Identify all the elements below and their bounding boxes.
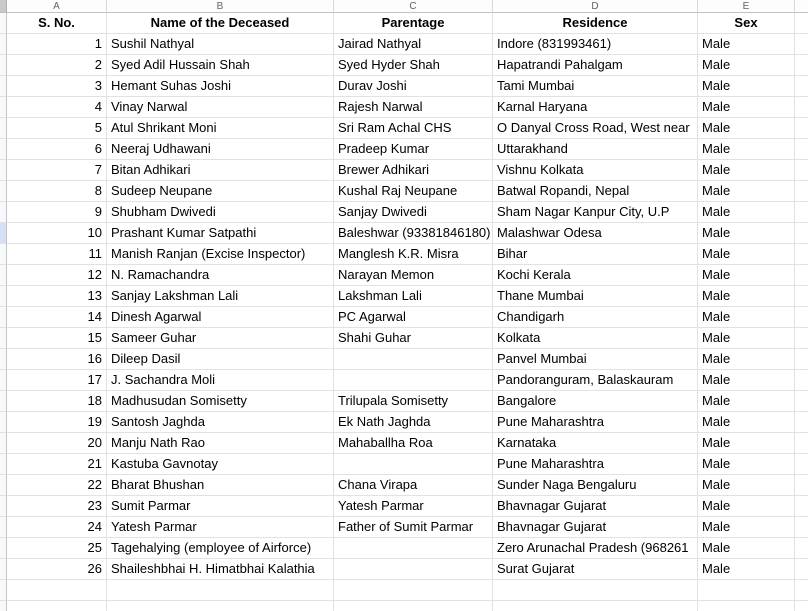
cell-E16[interactable]: Male: [698, 328, 795, 349]
row-header[interactable]: [0, 55, 7, 76]
cell-C26[interactable]: [334, 538, 493, 559]
header-cell-parentage[interactable]: Parentage: [334, 13, 493, 34]
cell-E8[interactable]: Male: [698, 160, 795, 181]
cell-partial[interactable]: [795, 349, 808, 370]
cell-B15[interactable]: Dinesh Agarwal: [107, 307, 334, 328]
cell-C11[interactable]: Baleshwar (93381846180): [334, 223, 493, 244]
cell-B10[interactable]: Shubham Dwivedi: [107, 202, 334, 223]
cell-C24[interactable]: Yatesh Parmar: [334, 496, 493, 517]
cell-partial[interactable]: [795, 181, 808, 202]
cell-partial[interactable]: [795, 538, 808, 559]
column-header-B[interactable]: B: [107, 0, 334, 13]
table-row: [0, 538, 808, 559]
cell-partial[interactable]: [795, 118, 808, 139]
cell-D15[interactable]: Chandigarh: [493, 307, 698, 328]
empty-cell[interactable]: [698, 580, 795, 601]
cell-A27[interactable]: 26: [7, 559, 107, 580]
cell-D7[interactable]: Uttarakhand: [493, 139, 698, 160]
row-header[interactable]: [0, 97, 7, 118]
table-row: [0, 202, 808, 223]
cell-D9[interactable]: Batwal Ropandi, Nepal: [493, 181, 698, 202]
cell-B9[interactable]: Sudeep Neupane: [107, 181, 334, 202]
cell-D2[interactable]: Indore (831993461): [493, 34, 698, 55]
cell-B19[interactable]: Madhusudan Somisetty: [107, 391, 334, 412]
row-header[interactable]: [0, 265, 7, 286]
row-header[interactable]: [0, 412, 7, 433]
column-header-C[interactable]: C: [334, 0, 493, 13]
cell-C13[interactable]: Narayan Memon: [334, 265, 493, 286]
column-header-A[interactable]: A: [7, 0, 107, 13]
table-row: [0, 265, 808, 286]
table-row: [0, 433, 808, 454]
row-header[interactable]: [0, 139, 7, 160]
table-row: [0, 223, 808, 244]
cell-A3[interactable]: 2: [7, 55, 107, 76]
table-row: [0, 559, 808, 580]
empty-cell[interactable]: [493, 580, 698, 601]
empty-cell[interactable]: [7, 580, 107, 601]
cell-E11[interactable]: Male: [698, 223, 795, 244]
cell-E17[interactable]: Male: [698, 349, 795, 370]
cell-B26[interactable]: Tagehalying (employee of Airforce): [107, 538, 334, 559]
cell-A13[interactable]: 12: [7, 265, 107, 286]
cell-partial[interactable]: [795, 475, 808, 496]
cell-C17[interactable]: [334, 349, 493, 370]
cell-D6[interactable]: O Danyal Cross Road, West near: [493, 118, 698, 139]
cell-D12[interactable]: Bihar: [493, 244, 698, 265]
cell-D10[interactable]: Sham Nagar Kanpur City, U.P: [493, 202, 698, 223]
cell-E25[interactable]: Male: [698, 517, 795, 538]
cell-A7[interactable]: 6: [7, 139, 107, 160]
table-row: [0, 307, 808, 328]
row-header[interactable]: [0, 286, 7, 307]
row-header-selected[interactable]: [0, 223, 7, 244]
cell-C25[interactable]: Father of Sumit Parmar: [334, 517, 493, 538]
cell-C3[interactable]: Syed Hyder Shah: [334, 55, 493, 76]
table-row: [0, 370, 808, 391]
cell-B27[interactable]: Shaileshbhai H. Himatbhai Kalathia: [107, 559, 334, 580]
cell-partial[interactable]: [795, 412, 808, 433]
cell-E20[interactable]: Male: [698, 412, 795, 433]
cell-partial[interactable]: [795, 97, 808, 118]
cell-A11[interactable]: 10: [7, 223, 107, 244]
row-header[interactable]: [0, 349, 7, 370]
cell-partial[interactable]: [795, 34, 808, 55]
table-row: [0, 454, 808, 475]
cell-A10[interactable]: 9: [7, 202, 107, 223]
cell-C10[interactable]: Sanjay Dwivedi: [334, 202, 493, 223]
table-row: [0, 118, 808, 139]
table-row: [0, 55, 808, 76]
cell-partial[interactable]: [795, 244, 808, 265]
cell-B13[interactable]: N. Ramachandra: [107, 265, 334, 286]
cell-E27[interactable]: Male: [698, 559, 795, 580]
cell-E14[interactable]: Male: [698, 286, 795, 307]
cell-E2[interactable]: Male: [698, 34, 795, 55]
cell-B18[interactable]: J. Sachandra Moli: [107, 370, 334, 391]
row-header[interactable]: [0, 517, 7, 538]
cell-B2[interactable]: Sushil Nathyal: [107, 34, 334, 55]
cell-A23[interactable]: 22: [7, 475, 107, 496]
cell-E15[interactable]: Male: [698, 307, 795, 328]
cell-partial[interactable]: [795, 433, 808, 454]
table-row: [0, 76, 808, 97]
cell-D18[interactable]: Pandoranguram, Balaskauram: [493, 370, 698, 391]
cell-B5[interactable]: Vinay Narwal: [107, 97, 334, 118]
table-row: [0, 181, 808, 202]
table-row: [0, 475, 808, 496]
cell-B8[interactable]: Bitan Adhikari: [107, 160, 334, 181]
cell-A14[interactable]: 13: [7, 286, 107, 307]
cell-C16[interactable]: Shahi Guhar: [334, 328, 493, 349]
cell-E10[interactable]: Male: [698, 202, 795, 223]
empty-cell[interactable]: [7, 601, 107, 611]
header-cell-sex[interactable]: Sex: [698, 13, 795, 34]
cell-D24[interactable]: Bhavnagar Gujarat: [493, 496, 698, 517]
cell-partial[interactable]: [795, 223, 808, 244]
table-row: [0, 412, 808, 433]
table-row: [0, 496, 808, 517]
cell-partial[interactable]: [795, 307, 808, 328]
cell-C20[interactable]: Ek Nath Jaghda: [334, 412, 493, 433]
cell-D14[interactable]: Thane Mumbai: [493, 286, 698, 307]
header-row: [0, 13, 808, 34]
empty-cell[interactable]: [107, 580, 334, 601]
cell-A6[interactable]: 5: [7, 118, 107, 139]
cell-D27[interactable]: Surat Gujarat: [493, 559, 698, 580]
row-header[interactable]: [0, 433, 7, 454]
cell-E4[interactable]: Male: [698, 76, 795, 97]
row-header[interactable]: [0, 118, 7, 139]
row-header[interactable]: [0, 496, 7, 517]
row-header[interactable]: [0, 13, 7, 34]
cell-D23[interactable]: Sunder Naga Bengaluru: [493, 475, 698, 496]
cell-E12[interactable]: Male: [698, 244, 795, 265]
cell-C14[interactable]: Lakshman Lali: [334, 286, 493, 307]
cell-C27[interactable]: [334, 559, 493, 580]
cell-D19[interactable]: Bangalore: [493, 391, 698, 412]
empty-row: [0, 580, 808, 601]
cell-A21[interactable]: 20: [7, 433, 107, 454]
cell-E13[interactable]: Male: [698, 265, 795, 286]
cell-A16[interactable]: 15: [7, 328, 107, 349]
row-header[interactable]: [0, 475, 7, 496]
cell-D26[interactable]: Zero Arunachal Pradesh (968261: [493, 538, 698, 559]
cell-E5[interactable]: Male: [698, 97, 795, 118]
cell-D8[interactable]: Vishnu Kolkata: [493, 160, 698, 181]
table-row: [0, 244, 808, 265]
cell-D4[interactable]: Tami Mumbai: [493, 76, 698, 97]
empty-cell[interactable]: [334, 601, 493, 611]
cell-partial[interactable]: [795, 139, 808, 160]
cell-B21[interactable]: Manju Nath Rao: [107, 433, 334, 454]
cell-A2[interactable]: 1: [7, 34, 107, 55]
empty-row: [0, 601, 808, 611]
cell-A8[interactable]: 7: [7, 160, 107, 181]
cell-E22[interactable]: Male: [698, 454, 795, 475]
select-all-corner[interactable]: [0, 0, 7, 13]
cell-A5[interactable]: 4: [7, 97, 107, 118]
cell-C15[interactable]: PC Agarwal: [334, 307, 493, 328]
cell-C19[interactable]: Trilupala Somisetty: [334, 391, 493, 412]
cell-partial[interactable]: [795, 76, 808, 97]
cell-partial[interactable]: [795, 328, 808, 349]
column-header-D[interactable]: D: [493, 0, 698, 13]
header-cell-residence[interactable]: Residence: [493, 13, 698, 34]
row-header[interactable]: [0, 202, 7, 223]
table-row: [0, 391, 808, 412]
row-header[interactable]: [0, 328, 7, 349]
cell-B24[interactable]: Sumit Parmar: [107, 496, 334, 517]
table-row: [0, 160, 808, 181]
cell-A17[interactable]: 16: [7, 349, 107, 370]
row-header[interactable]: [0, 538, 7, 559]
cell-A24[interactable]: 23: [7, 496, 107, 517]
cell-partial[interactable]: [795, 160, 808, 181]
cell-E24[interactable]: Male: [698, 496, 795, 517]
cell-E21[interactable]: Male: [698, 433, 795, 454]
cell-B7[interactable]: Neeraj Udhawani: [107, 139, 334, 160]
cell-E18[interactable]: Male: [698, 370, 795, 391]
cell-E9[interactable]: Male: [698, 181, 795, 202]
cell-D17[interactable]: Panvel Mumbai: [493, 349, 698, 370]
cell-E3[interactable]: Male: [698, 55, 795, 76]
empty-cell[interactable]: [493, 601, 698, 611]
row-header[interactable]: [0, 34, 7, 55]
cell-A4[interactable]: 3: [7, 76, 107, 97]
cell-partial[interactable]: [795, 55, 808, 76]
column-header-partial[interactable]: [795, 0, 808, 13]
cell-B17[interactable]: Dileep Dasil: [107, 349, 334, 370]
empty-cell[interactable]: [107, 601, 334, 611]
cell-A15[interactable]: 14: [7, 307, 107, 328]
table-row: [0, 34, 808, 55]
cell-D3[interactable]: Hapatrandi Pahalgam: [493, 55, 698, 76]
cell-C6[interactable]: Sri Ram Achal CHS: [334, 118, 493, 139]
empty-cell[interactable]: [334, 580, 493, 601]
cell-D25[interactable]: Bhavnagar Gujarat: [493, 517, 698, 538]
cell-C4[interactable]: Durav Joshi: [334, 76, 493, 97]
cell-B3[interactable]: Syed Adil Hussain Shah: [107, 55, 334, 76]
cell-D20[interactable]: Pune Maharashtra: [493, 412, 698, 433]
cell-E7[interactable]: Male: [698, 139, 795, 160]
cell-B16[interactable]: Sameer Guhar: [107, 328, 334, 349]
cell-A19[interactable]: 18: [7, 391, 107, 412]
cell-partial[interactable]: [795, 391, 808, 412]
cell-D21[interactable]: Karnataka: [493, 433, 698, 454]
cell-B12[interactable]: Manish Ranjan (Excise Inspector): [107, 244, 334, 265]
cell-B20[interactable]: Santosh Jaghda: [107, 412, 334, 433]
row-header[interactable]: [0, 76, 7, 97]
cell-A18[interactable]: 17: [7, 370, 107, 391]
cell-B25[interactable]: Yatesh Parmar: [107, 517, 334, 538]
table-row: [0, 349, 808, 370]
cell-D16[interactable]: Kolkata: [493, 328, 698, 349]
table-row: [0, 328, 808, 349]
cell-partial[interactable]: [795, 517, 808, 538]
cell-C8[interactable]: Brewer Adhikari: [334, 160, 493, 181]
cell-D5[interactable]: Karnal Haryana: [493, 97, 698, 118]
cell-C9[interactable]: Kushal Raj Neupane: [334, 181, 493, 202]
cell-A12[interactable]: 11: [7, 244, 107, 265]
cell-partial[interactable]: [795, 454, 808, 475]
row-header[interactable]: [0, 181, 7, 202]
column-letters-row: [0, 0, 808, 13]
cell-C7[interactable]: Pradeep Kumar: [334, 139, 493, 160]
cell-B14[interactable]: Sanjay Lakshman Lali: [107, 286, 334, 307]
cell-E6[interactable]: Male: [698, 118, 795, 139]
table-row: [0, 97, 808, 118]
header-cell-name[interactable]: Name of the Deceased: [107, 13, 334, 34]
header-cell-partial[interactable]: [795, 13, 808, 34]
cell-A25[interactable]: 24: [7, 517, 107, 538]
row-header[interactable]: [0, 307, 7, 328]
empty-cell[interactable]: [795, 580, 808, 601]
cell-B11[interactable]: Prashant Kumar Satpathi: [107, 223, 334, 244]
cell-partial[interactable]: [795, 370, 808, 391]
cell-D13[interactable]: Kochi Kerala: [493, 265, 698, 286]
row-header[interactable]: [0, 559, 7, 580]
table-row: [0, 517, 808, 538]
cell-C12[interactable]: Manglesh K.R. Misra: [334, 244, 493, 265]
cell-C18[interactable]: [334, 370, 493, 391]
cell-partial[interactable]: [795, 496, 808, 517]
cell-B23[interactable]: Bharat Bhushan: [107, 475, 334, 496]
column-header-E[interactable]: E: [698, 0, 795, 13]
cell-B6[interactable]: Atul Shrikant Moni: [107, 118, 334, 139]
table-row: [0, 286, 808, 307]
cell-D11[interactable]: Malashwar Odesa: [493, 223, 698, 244]
cell-A26[interactable]: 25: [7, 538, 107, 559]
cell-B4[interactable]: Hemant Suhas Joshi: [107, 76, 334, 97]
cell-C22[interactable]: [334, 454, 493, 475]
row-header[interactable]: [0, 370, 7, 391]
row-header[interactable]: [0, 160, 7, 181]
cell-D22[interactable]: Pune Maharashtra: [493, 454, 698, 475]
cell-C23[interactable]: Chana Virapa: [334, 475, 493, 496]
cell-A22[interactable]: 21: [7, 454, 107, 475]
row-header[interactable]: [0, 601, 7, 611]
cell-A20[interactable]: 19: [7, 412, 107, 433]
cell-B22[interactable]: Kastuba Gavnotay: [107, 454, 334, 475]
cell-A9[interactable]: 8: [7, 181, 107, 202]
header-cell-sn[interactable]: S. No.: [7, 13, 107, 34]
empty-cell[interactable]: [795, 601, 808, 611]
cell-E19[interactable]: Male: [698, 391, 795, 412]
cell-C21[interactable]: Mahaballha Roa: [334, 433, 493, 454]
row-header[interactable]: [0, 391, 7, 412]
cell-partial[interactable]: [795, 559, 808, 580]
cell-E26[interactable]: Male: [698, 538, 795, 559]
row-header[interactable]: [0, 580, 7, 601]
cell-partial[interactable]: [795, 202, 808, 223]
cell-partial[interactable]: [795, 265, 808, 286]
table-row: [0, 139, 808, 160]
grid: [0, 13, 808, 611]
cell-partial[interactable]: [795, 286, 808, 307]
cell-E23[interactable]: Male: [698, 475, 795, 496]
cell-C2[interactable]: Jairad Nathyal: [334, 34, 493, 55]
cell-C5[interactable]: Rajesh Narwal: [334, 97, 493, 118]
row-header[interactable]: [0, 454, 7, 475]
empty-cell[interactable]: [698, 601, 795, 611]
row-header[interactable]: [0, 244, 7, 265]
